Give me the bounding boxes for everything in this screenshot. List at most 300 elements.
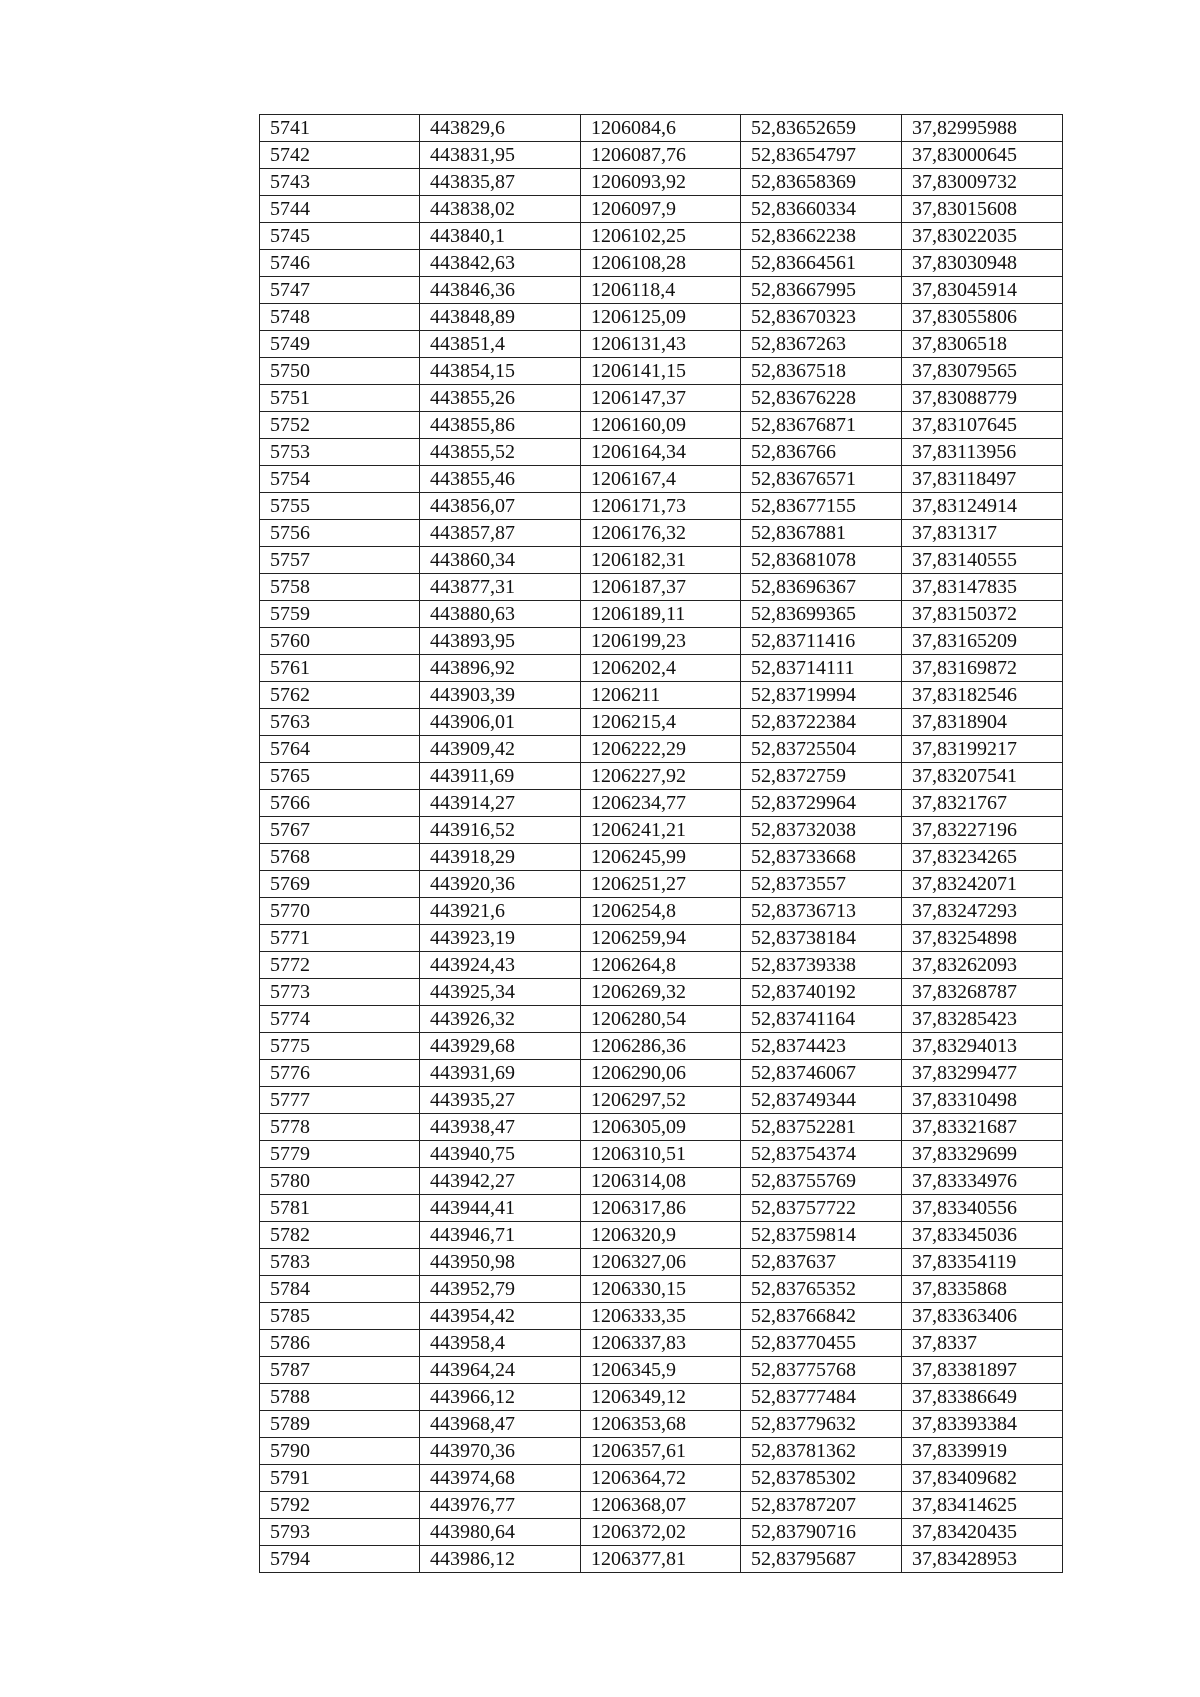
y-coordinate-cell: 1206125,09 bbox=[581, 304, 741, 331]
point-number-cell: 5742 bbox=[260, 142, 420, 169]
point-number-cell: 5792 bbox=[260, 1492, 420, 1519]
latitude-cell: 52,83699365 bbox=[741, 601, 902, 628]
y-coordinate-cell: 1206093,92 bbox=[581, 169, 741, 196]
x-coordinate-cell: 443914,27 bbox=[420, 790, 581, 817]
table-row bbox=[260, 1222, 1063, 1249]
longitude-cell: 37,83420435 bbox=[902, 1519, 1063, 1546]
x-coordinate-cell: 443986,12 bbox=[420, 1546, 581, 1573]
table-row bbox=[260, 1141, 1063, 1168]
x-coordinate-cell: 443964,24 bbox=[420, 1357, 581, 1384]
x-coordinate-cell: 443851,4 bbox=[420, 331, 581, 358]
y-coordinate-cell: 1206320,9 bbox=[581, 1222, 741, 1249]
longitude-cell: 37,83340556 bbox=[902, 1195, 1063, 1222]
latitude-cell: 52,83722384 bbox=[741, 709, 902, 736]
latitude-cell: 52,83741164 bbox=[741, 1006, 902, 1033]
y-coordinate-cell: 1206147,37 bbox=[581, 385, 741, 412]
longitude-cell: 37,83381897 bbox=[902, 1357, 1063, 1384]
x-coordinate-cell: 443918,29 bbox=[420, 844, 581, 871]
longitude-cell: 37,83386649 bbox=[902, 1384, 1063, 1411]
x-coordinate-cell: 443842,63 bbox=[420, 250, 581, 277]
y-coordinate-cell: 1206337,83 bbox=[581, 1330, 741, 1357]
y-coordinate-cell: 1206118,4 bbox=[581, 277, 741, 304]
latitude-cell: 52,83787207 bbox=[741, 1492, 902, 1519]
x-coordinate-cell: 443929,68 bbox=[420, 1033, 581, 1060]
x-coordinate-cell: 443970,36 bbox=[420, 1438, 581, 1465]
y-coordinate-cell: 1206141,15 bbox=[581, 358, 741, 385]
table-row bbox=[260, 412, 1063, 439]
latitude-cell: 52,83658369 bbox=[741, 169, 902, 196]
point-number-cell: 5773 bbox=[260, 979, 420, 1006]
latitude-cell: 52,83781362 bbox=[741, 1438, 902, 1465]
point-number-cell: 5746 bbox=[260, 250, 420, 277]
longitude-cell: 37,83118497 bbox=[902, 466, 1063, 493]
longitude-cell: 37,83140555 bbox=[902, 547, 1063, 574]
longitude-cell: 37,83150372 bbox=[902, 601, 1063, 628]
table-row bbox=[260, 1492, 1063, 1519]
coordinates-table bbox=[259, 114, 1063, 1573]
x-coordinate-cell: 443835,87 bbox=[420, 169, 581, 196]
point-number-cell: 5780 bbox=[260, 1168, 420, 1195]
longitude-cell: 37,83242071 bbox=[902, 871, 1063, 898]
y-coordinate-cell: 1206215,4 bbox=[581, 709, 741, 736]
table-row bbox=[260, 736, 1063, 763]
longitude-cell: 37,83428953 bbox=[902, 1546, 1063, 1573]
x-coordinate-cell: 443944,41 bbox=[420, 1195, 581, 1222]
latitude-cell: 52,83714111 bbox=[741, 655, 902, 682]
latitude-cell: 52,8372759 bbox=[741, 763, 902, 790]
point-number-cell: 5748 bbox=[260, 304, 420, 331]
y-coordinate-cell: 1206310,51 bbox=[581, 1141, 741, 1168]
table-row bbox=[260, 682, 1063, 709]
latitude-cell: 52,83660334 bbox=[741, 196, 902, 223]
x-coordinate-cell: 443846,36 bbox=[420, 277, 581, 304]
table-row bbox=[260, 790, 1063, 817]
latitude-cell: 52,83749344 bbox=[741, 1087, 902, 1114]
x-coordinate-cell: 443946,71 bbox=[420, 1222, 581, 1249]
longitude-cell: 37,83055806 bbox=[902, 304, 1063, 331]
longitude-cell: 37,83009732 bbox=[902, 169, 1063, 196]
point-number-cell: 5760 bbox=[260, 628, 420, 655]
longitude-cell: 37,83268787 bbox=[902, 979, 1063, 1006]
table-row bbox=[260, 1087, 1063, 1114]
point-number-cell: 5788 bbox=[260, 1384, 420, 1411]
y-coordinate-cell: 1206254,8 bbox=[581, 898, 741, 925]
latitude-cell: 52,83765352 bbox=[741, 1276, 902, 1303]
point-number-cell: 5765 bbox=[260, 763, 420, 790]
table-row bbox=[260, 331, 1063, 358]
longitude-cell: 37,83207541 bbox=[902, 763, 1063, 790]
latitude-cell: 52,83785302 bbox=[741, 1465, 902, 1492]
y-coordinate-cell: 1206167,4 bbox=[581, 466, 741, 493]
latitude-cell: 52,8374423 bbox=[741, 1033, 902, 1060]
point-number-cell: 5744 bbox=[260, 196, 420, 223]
table-row bbox=[260, 520, 1063, 547]
table-row bbox=[260, 1168, 1063, 1195]
x-coordinate-cell: 443909,42 bbox=[420, 736, 581, 763]
y-coordinate-cell: 1206377,81 bbox=[581, 1546, 741, 1573]
x-coordinate-cell: 443968,47 bbox=[420, 1411, 581, 1438]
longitude-cell: 37,83147835 bbox=[902, 574, 1063, 601]
point-number-cell: 5771 bbox=[260, 925, 420, 952]
latitude-cell: 52,8373557 bbox=[741, 871, 902, 898]
latitude-cell: 52,83729964 bbox=[741, 790, 902, 817]
y-coordinate-cell: 1206245,99 bbox=[581, 844, 741, 871]
x-coordinate-cell: 443911,69 bbox=[420, 763, 581, 790]
longitude-cell: 37,83199217 bbox=[902, 736, 1063, 763]
latitude-cell: 52,83696367 bbox=[741, 574, 902, 601]
latitude-cell: 52,83754374 bbox=[741, 1141, 902, 1168]
point-number-cell: 5764 bbox=[260, 736, 420, 763]
longitude-cell: 37,83285423 bbox=[902, 1006, 1063, 1033]
table-row bbox=[260, 925, 1063, 952]
y-coordinate-cell: 1206305,09 bbox=[581, 1114, 741, 1141]
x-coordinate-cell: 443935,27 bbox=[420, 1087, 581, 1114]
table-row bbox=[260, 277, 1063, 304]
latitude-cell: 52,83654797 bbox=[741, 142, 902, 169]
table-row bbox=[260, 1033, 1063, 1060]
x-coordinate-cell: 443838,02 bbox=[420, 196, 581, 223]
latitude-cell: 52,83676571 bbox=[741, 466, 902, 493]
table-row bbox=[260, 169, 1063, 196]
y-coordinate-cell: 1206097,9 bbox=[581, 196, 741, 223]
point-number-cell: 5785 bbox=[260, 1303, 420, 1330]
x-coordinate-cell: 443923,19 bbox=[420, 925, 581, 952]
latitude-cell: 52,8367518 bbox=[741, 358, 902, 385]
longitude-cell: 37,83414625 bbox=[902, 1492, 1063, 1519]
longitude-cell: 37,8337 bbox=[902, 1330, 1063, 1357]
table-row bbox=[260, 844, 1063, 871]
point-number-cell: 5789 bbox=[260, 1411, 420, 1438]
table-row bbox=[260, 1330, 1063, 1357]
point-number-cell: 5766 bbox=[260, 790, 420, 817]
table-row bbox=[260, 1114, 1063, 1141]
y-coordinate-cell: 1206222,29 bbox=[581, 736, 741, 763]
table-row bbox=[260, 439, 1063, 466]
y-coordinate-cell: 1206176,32 bbox=[581, 520, 741, 547]
x-coordinate-cell: 443924,43 bbox=[420, 952, 581, 979]
latitude-cell: 52,83667995 bbox=[741, 277, 902, 304]
longitude-cell: 37,83329699 bbox=[902, 1141, 1063, 1168]
longitude-cell: 37,83247293 bbox=[902, 898, 1063, 925]
latitude-cell: 52,83681078 bbox=[741, 547, 902, 574]
y-coordinate-cell: 1206364,72 bbox=[581, 1465, 741, 1492]
y-coordinate-cell: 1206251,27 bbox=[581, 871, 741, 898]
point-number-cell: 5786 bbox=[260, 1330, 420, 1357]
point-number-cell: 5791 bbox=[260, 1465, 420, 1492]
longitude-cell: 37,83165209 bbox=[902, 628, 1063, 655]
y-coordinate-cell: 1206199,23 bbox=[581, 628, 741, 655]
table-row bbox=[260, 466, 1063, 493]
table-row bbox=[260, 763, 1063, 790]
longitude-cell: 37,83254898 bbox=[902, 925, 1063, 952]
latitude-cell: 52,8367263 bbox=[741, 331, 902, 358]
table-row bbox=[260, 1438, 1063, 1465]
point-number-cell: 5758 bbox=[260, 574, 420, 601]
longitude-cell: 37,831317 bbox=[902, 520, 1063, 547]
latitude-cell: 52,83790716 bbox=[741, 1519, 902, 1546]
point-number-cell: 5768 bbox=[260, 844, 420, 871]
x-coordinate-cell: 443880,63 bbox=[420, 601, 581, 628]
point-number-cell: 5784 bbox=[260, 1276, 420, 1303]
latitude-cell: 52,836766 bbox=[741, 439, 902, 466]
point-number-cell: 5776 bbox=[260, 1060, 420, 1087]
longitude-cell: 37,83022035 bbox=[902, 223, 1063, 250]
point-number-cell: 5769 bbox=[260, 871, 420, 898]
table-row bbox=[260, 493, 1063, 520]
y-coordinate-cell: 1206131,43 bbox=[581, 331, 741, 358]
point-number-cell: 5793 bbox=[260, 1519, 420, 1546]
y-coordinate-cell: 1206297,52 bbox=[581, 1087, 741, 1114]
point-number-cell: 5774 bbox=[260, 1006, 420, 1033]
y-coordinate-cell: 1206372,02 bbox=[581, 1519, 741, 1546]
table-row bbox=[260, 358, 1063, 385]
longitude-cell: 37,83363406 bbox=[902, 1303, 1063, 1330]
table-row bbox=[260, 709, 1063, 736]
y-coordinate-cell: 1206241,21 bbox=[581, 817, 741, 844]
latitude-cell: 52,83677155 bbox=[741, 493, 902, 520]
longitude-cell: 37,83262093 bbox=[902, 952, 1063, 979]
latitude-cell: 52,83755769 bbox=[741, 1168, 902, 1195]
x-coordinate-cell: 443906,01 bbox=[420, 709, 581, 736]
x-coordinate-cell: 443952,79 bbox=[420, 1276, 581, 1303]
y-coordinate-cell: 1206327,06 bbox=[581, 1249, 741, 1276]
x-coordinate-cell: 443903,39 bbox=[420, 682, 581, 709]
point-number-cell: 5743 bbox=[260, 169, 420, 196]
y-coordinate-cell: 1206368,07 bbox=[581, 1492, 741, 1519]
point-number-cell: 5772 bbox=[260, 952, 420, 979]
latitude-cell: 52,83652659 bbox=[741, 115, 902, 142]
latitude-cell: 52,837637 bbox=[741, 1249, 902, 1276]
latitude-cell: 52,83719994 bbox=[741, 682, 902, 709]
point-number-cell: 5759 bbox=[260, 601, 420, 628]
longitude-cell: 37,83294013 bbox=[902, 1033, 1063, 1060]
y-coordinate-cell: 1206357,61 bbox=[581, 1438, 741, 1465]
table-row bbox=[260, 574, 1063, 601]
latitude-cell: 52,83711416 bbox=[741, 628, 902, 655]
longitude-cell: 37,83234265 bbox=[902, 844, 1063, 871]
longitude-cell: 37,82995988 bbox=[902, 115, 1063, 142]
latitude-cell: 52,83733668 bbox=[741, 844, 902, 871]
latitude-cell: 52,83676228 bbox=[741, 385, 902, 412]
point-number-cell: 5756 bbox=[260, 520, 420, 547]
x-coordinate-cell: 443916,52 bbox=[420, 817, 581, 844]
latitude-cell: 52,83770455 bbox=[741, 1330, 902, 1357]
table-row bbox=[260, 223, 1063, 250]
point-number-cell: 5752 bbox=[260, 412, 420, 439]
x-coordinate-cell: 443855,46 bbox=[420, 466, 581, 493]
x-coordinate-cell: 443860,34 bbox=[420, 547, 581, 574]
y-coordinate-cell: 1206353,68 bbox=[581, 1411, 741, 1438]
latitude-cell: 52,83759814 bbox=[741, 1222, 902, 1249]
longitude-cell: 37,8318904 bbox=[902, 709, 1063, 736]
longitude-cell: 37,83182546 bbox=[902, 682, 1063, 709]
longitude-cell: 37,83354119 bbox=[902, 1249, 1063, 1276]
y-coordinate-cell: 1206108,28 bbox=[581, 250, 741, 277]
longitude-cell: 37,8335868 bbox=[902, 1276, 1063, 1303]
latitude-cell: 52,83670323 bbox=[741, 304, 902, 331]
point-number-cell: 5770 bbox=[260, 898, 420, 925]
longitude-cell: 37,83045914 bbox=[902, 277, 1063, 304]
y-coordinate-cell: 1206264,8 bbox=[581, 952, 741, 979]
table-row bbox=[260, 898, 1063, 925]
latitude-cell: 52,83732038 bbox=[741, 817, 902, 844]
y-coordinate-cell: 1206286,36 bbox=[581, 1033, 741, 1060]
table-row bbox=[260, 1384, 1063, 1411]
x-coordinate-cell: 443893,95 bbox=[420, 628, 581, 655]
latitude-cell: 52,83740192 bbox=[741, 979, 902, 1006]
table-row bbox=[260, 655, 1063, 682]
x-coordinate-cell: 443931,69 bbox=[420, 1060, 581, 1087]
point-number-cell: 5782 bbox=[260, 1222, 420, 1249]
table-row bbox=[260, 547, 1063, 574]
longitude-cell: 37,83393384 bbox=[902, 1411, 1063, 1438]
x-coordinate-cell: 443940,75 bbox=[420, 1141, 581, 1168]
x-coordinate-cell: 443857,87 bbox=[420, 520, 581, 547]
x-coordinate-cell: 443896,92 bbox=[420, 655, 581, 682]
table-row bbox=[260, 1546, 1063, 1573]
longitude-cell: 37,83113956 bbox=[902, 439, 1063, 466]
x-coordinate-cell: 443974,68 bbox=[420, 1465, 581, 1492]
x-coordinate-cell: 443925,34 bbox=[420, 979, 581, 1006]
point-number-cell: 5749 bbox=[260, 331, 420, 358]
point-number-cell: 5745 bbox=[260, 223, 420, 250]
y-coordinate-cell: 1206182,31 bbox=[581, 547, 741, 574]
coordinates-table-body bbox=[260, 115, 1063, 1573]
longitude-cell: 37,83169872 bbox=[902, 655, 1063, 682]
point-number-cell: 5747 bbox=[260, 277, 420, 304]
latitude-cell: 52,83757722 bbox=[741, 1195, 902, 1222]
point-number-cell: 5790 bbox=[260, 1438, 420, 1465]
point-number-cell: 5778 bbox=[260, 1114, 420, 1141]
longitude-cell: 37,83345036 bbox=[902, 1222, 1063, 1249]
point-number-cell: 5777 bbox=[260, 1087, 420, 1114]
longitude-cell: 37,83321687 bbox=[902, 1114, 1063, 1141]
latitude-cell: 52,83676871 bbox=[741, 412, 902, 439]
table-row bbox=[260, 871, 1063, 898]
point-number-cell: 5751 bbox=[260, 385, 420, 412]
x-coordinate-cell: 443958,4 bbox=[420, 1330, 581, 1357]
y-coordinate-cell: 1206317,86 bbox=[581, 1195, 741, 1222]
x-coordinate-cell: 443840,1 bbox=[420, 223, 581, 250]
x-coordinate-cell: 443920,36 bbox=[420, 871, 581, 898]
longitude-cell: 37,83107645 bbox=[902, 412, 1063, 439]
table-row bbox=[260, 304, 1063, 331]
table-row bbox=[260, 952, 1063, 979]
point-number-cell: 5775 bbox=[260, 1033, 420, 1060]
longitude-cell: 37,83124914 bbox=[902, 493, 1063, 520]
y-coordinate-cell: 1206333,35 bbox=[581, 1303, 741, 1330]
x-coordinate-cell: 443848,89 bbox=[420, 304, 581, 331]
x-coordinate-cell: 443854,15 bbox=[420, 358, 581, 385]
longitude-cell: 37,83299477 bbox=[902, 1060, 1063, 1087]
latitude-cell: 52,8367881 bbox=[741, 520, 902, 547]
table-row bbox=[260, 115, 1063, 142]
y-coordinate-cell: 1206211 bbox=[581, 682, 741, 709]
table-row bbox=[260, 979, 1063, 1006]
longitude-cell: 37,83409682 bbox=[902, 1465, 1063, 1492]
x-coordinate-cell: 443926,32 bbox=[420, 1006, 581, 1033]
x-coordinate-cell: 443950,98 bbox=[420, 1249, 581, 1276]
y-coordinate-cell: 1206280,54 bbox=[581, 1006, 741, 1033]
longitude-cell: 37,8306518 bbox=[902, 331, 1063, 358]
x-coordinate-cell: 443938,47 bbox=[420, 1114, 581, 1141]
x-coordinate-cell: 443856,07 bbox=[420, 493, 581, 520]
longitude-cell: 37,8339919 bbox=[902, 1438, 1063, 1465]
longitude-cell: 37,83000645 bbox=[902, 142, 1063, 169]
x-coordinate-cell: 443855,86 bbox=[420, 412, 581, 439]
y-coordinate-cell: 1206269,32 bbox=[581, 979, 741, 1006]
y-coordinate-cell: 1206189,11 bbox=[581, 601, 741, 628]
point-number-cell: 5787 bbox=[260, 1357, 420, 1384]
latitude-cell: 52,83795687 bbox=[741, 1546, 902, 1573]
x-coordinate-cell: 443829,6 bbox=[420, 115, 581, 142]
longitude-cell: 37,83030948 bbox=[902, 250, 1063, 277]
point-number-cell: 5794 bbox=[260, 1546, 420, 1573]
table-row bbox=[260, 601, 1063, 628]
table-row bbox=[260, 1411, 1063, 1438]
latitude-cell: 52,83746067 bbox=[741, 1060, 902, 1087]
y-coordinate-cell: 1206160,09 bbox=[581, 412, 741, 439]
table-row bbox=[260, 1006, 1063, 1033]
table-row bbox=[260, 1465, 1063, 1492]
point-number-cell: 5741 bbox=[260, 115, 420, 142]
latitude-cell: 52,83739338 bbox=[741, 952, 902, 979]
latitude-cell: 52,83738184 bbox=[741, 925, 902, 952]
latitude-cell: 52,83779632 bbox=[741, 1411, 902, 1438]
y-coordinate-cell: 1206234,77 bbox=[581, 790, 741, 817]
x-coordinate-cell: 443921,6 bbox=[420, 898, 581, 925]
point-number-cell: 5750 bbox=[260, 358, 420, 385]
y-coordinate-cell: 1206171,73 bbox=[581, 493, 741, 520]
longitude-cell: 37,83334976 bbox=[902, 1168, 1063, 1195]
latitude-cell: 52,83736713 bbox=[741, 898, 902, 925]
latitude-cell: 52,83752281 bbox=[741, 1114, 902, 1141]
point-number-cell: 5761 bbox=[260, 655, 420, 682]
table-row bbox=[260, 817, 1063, 844]
y-coordinate-cell: 1206202,4 bbox=[581, 655, 741, 682]
y-coordinate-cell: 1206102,25 bbox=[581, 223, 741, 250]
table-row bbox=[260, 142, 1063, 169]
y-coordinate-cell: 1206290,06 bbox=[581, 1060, 741, 1087]
latitude-cell: 52,83725504 bbox=[741, 736, 902, 763]
point-number-cell: 5783 bbox=[260, 1249, 420, 1276]
table-row bbox=[260, 196, 1063, 223]
longitude-cell: 37,83227196 bbox=[902, 817, 1063, 844]
table-row bbox=[260, 1249, 1063, 1276]
table-row bbox=[260, 1195, 1063, 1222]
table-row bbox=[260, 628, 1063, 655]
longitude-cell: 37,83088779 bbox=[902, 385, 1063, 412]
point-number-cell: 5753 bbox=[260, 439, 420, 466]
point-number-cell: 5767 bbox=[260, 817, 420, 844]
point-number-cell: 5757 bbox=[260, 547, 420, 574]
y-coordinate-cell: 1206087,76 bbox=[581, 142, 741, 169]
longitude-cell: 37,83079565 bbox=[902, 358, 1063, 385]
x-coordinate-cell: 443954,42 bbox=[420, 1303, 581, 1330]
point-number-cell: 5779 bbox=[260, 1141, 420, 1168]
y-coordinate-cell: 1206084,6 bbox=[581, 115, 741, 142]
point-number-cell: 5763 bbox=[260, 709, 420, 736]
x-coordinate-cell: 443831,95 bbox=[420, 142, 581, 169]
y-coordinate-cell: 1206164,34 bbox=[581, 439, 741, 466]
x-coordinate-cell: 443855,26 bbox=[420, 385, 581, 412]
latitude-cell: 52,83766842 bbox=[741, 1303, 902, 1330]
table-row bbox=[260, 1357, 1063, 1384]
point-number-cell: 5762 bbox=[260, 682, 420, 709]
latitude-cell: 52,83664561 bbox=[741, 250, 902, 277]
table-row bbox=[260, 250, 1063, 277]
y-coordinate-cell: 1206345,9 bbox=[581, 1357, 741, 1384]
